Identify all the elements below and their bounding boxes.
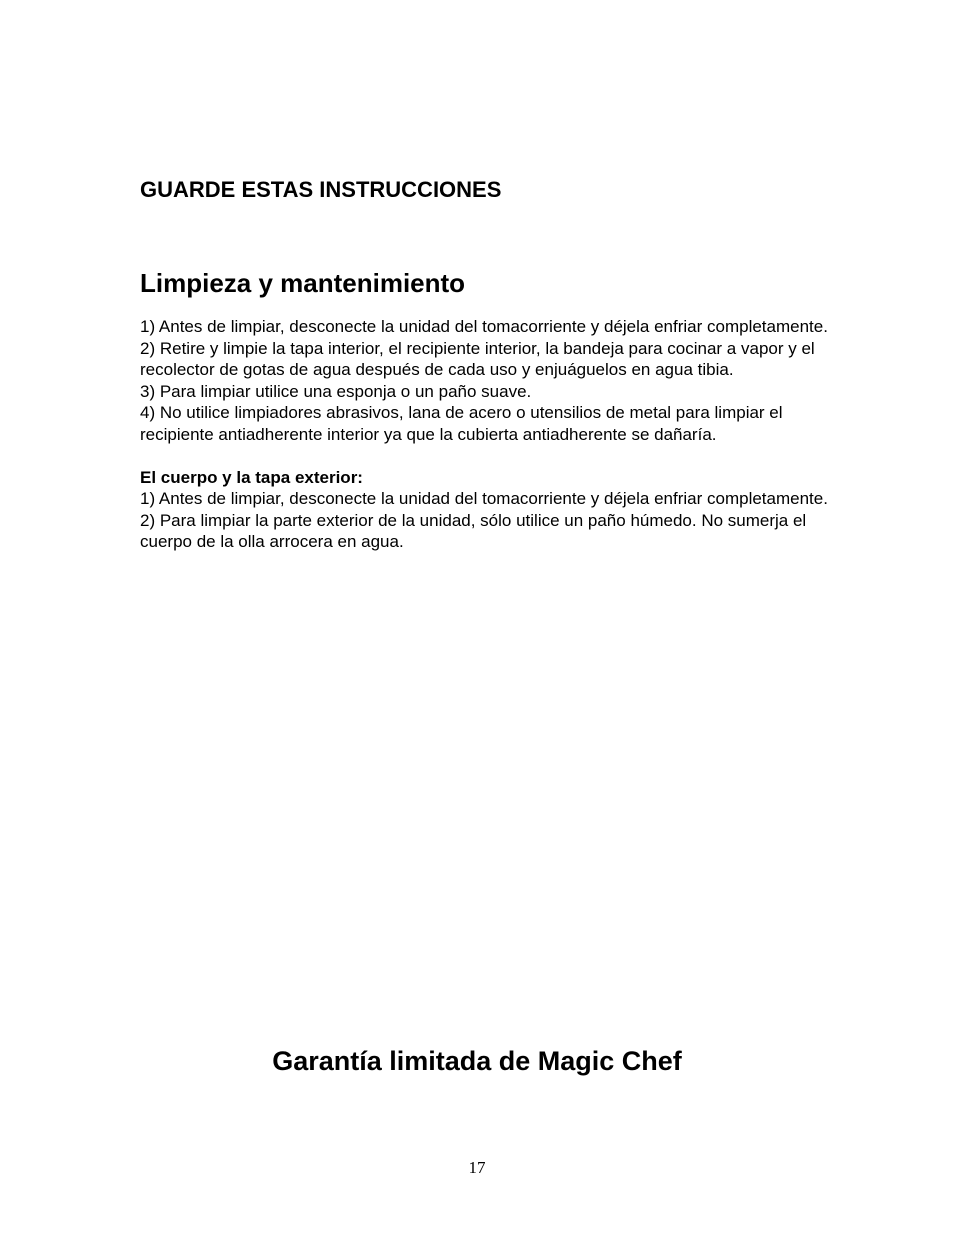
exterior-step-2: 2) Para limpiar la parte exterior de la unidad, sólo utilice un paño húmedo. No sumerja el cuerpo de la olla arrocera en agua.	[140, 510, 807, 551]
cleaning-step-3: 3) Para limpiar utilice una esponja o un paño suave.	[140, 381, 532, 401]
cleaning-step-2: 2) Retire y limpie la tapa interior, el recipiente interior, la bandeja para cocinar a vapor y el recolector de gotas de agua después de cada uso y enjuáguelos en agua tibia.	[140, 338, 815, 379]
cleaning-step-4: 4) No utilice limpiadores abrasivos, lana de acero o utensilios de metal para limpiar el recipiente antiadherente interior ya que la cubierta antiadherente se dañaría.	[140, 403, 783, 444]
cleaning-section-title: Limpieza y mantenimiento	[140, 268, 466, 298]
save-instructions-heading: GUARDE ESTAS INSTRUCCIONES	[140, 177, 502, 202]
cleaning-content	[140, 316, 830, 553]
exterior-subheading: El cuerpo y la tapa exterior:	[140, 467, 363, 487]
cleaning-step-1: 1) Antes de limpiar, desconecte la unidad del tomacorriente y déjela enfriar completamente.	[140, 317, 828, 336]
page-number: 17	[468, 1158, 486, 1177]
warranty-section-title: Garantía limitada de Magic Chef	[272, 1046, 682, 1076]
exterior-step-1: 1) Antes de limpiar, desconecte la unidad del tomacorriente y déjela enfriar completamente.	[140, 489, 828, 508]
